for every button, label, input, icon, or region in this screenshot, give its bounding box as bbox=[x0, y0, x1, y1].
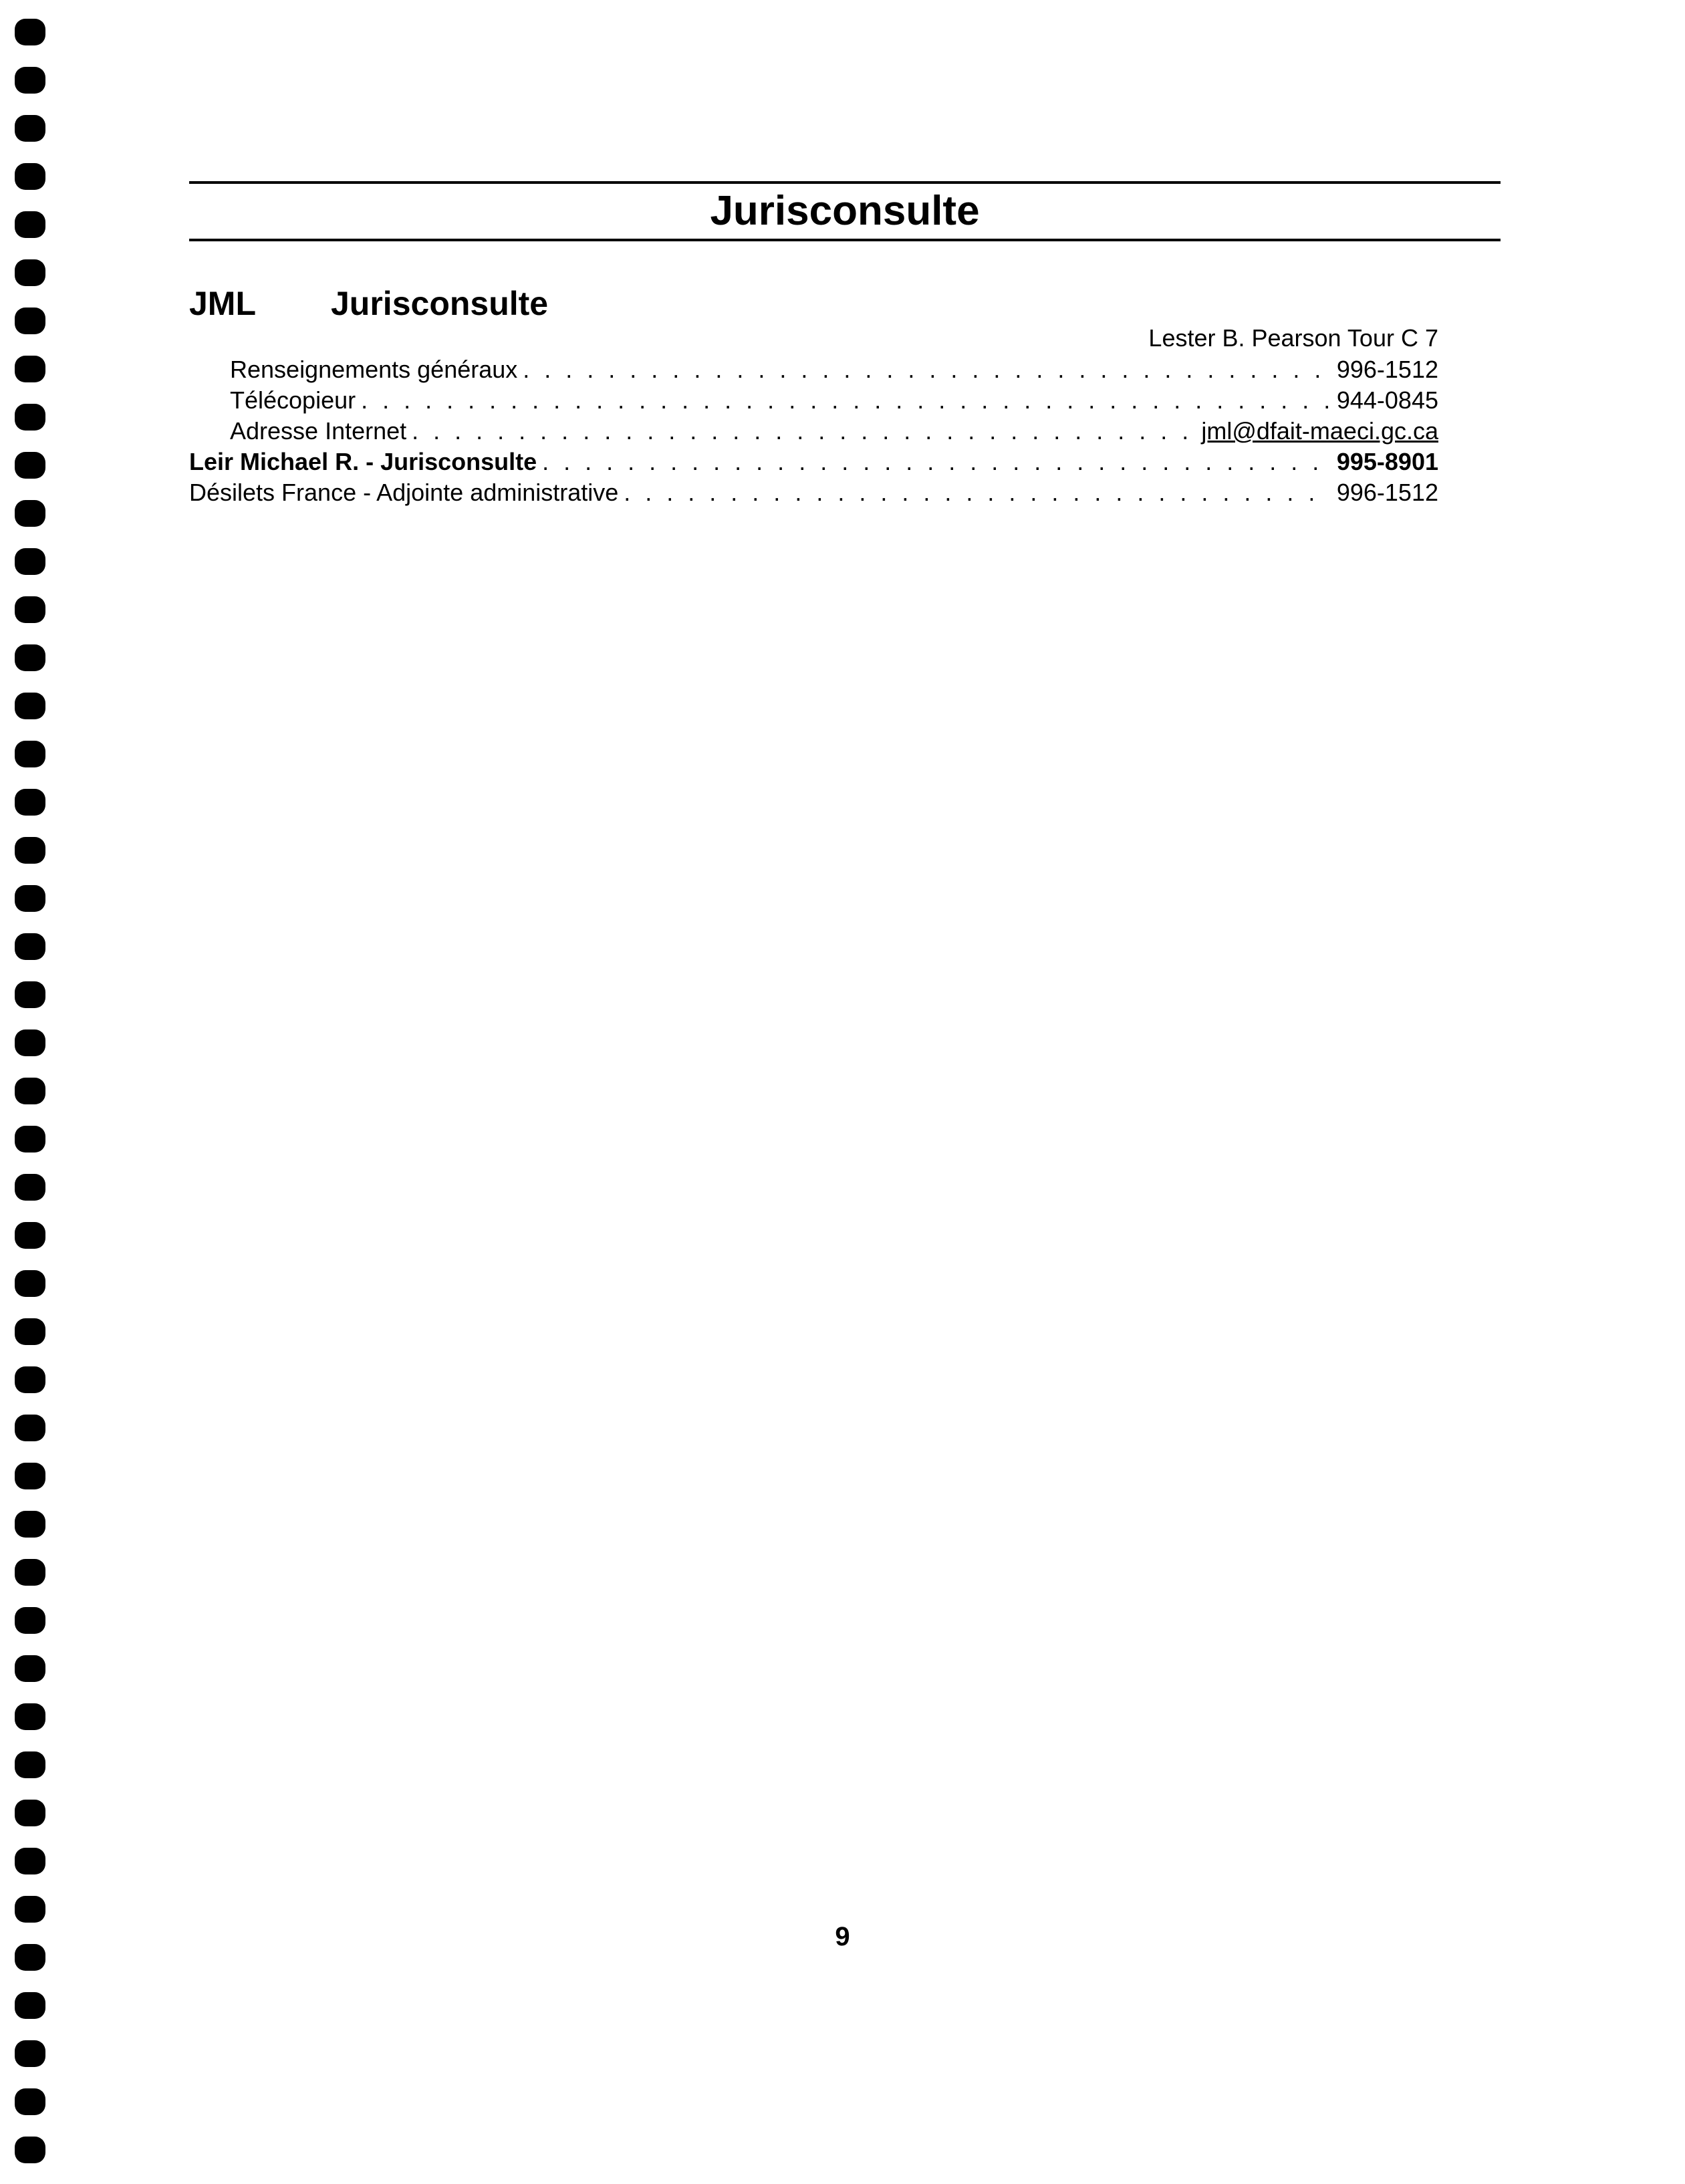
binding-hole bbox=[15, 19, 45, 45]
directory-list bbox=[189, 354, 1438, 508]
binding-hole bbox=[15, 1366, 45, 1393]
binding-hole bbox=[15, 1270, 45, 1297]
dot-leader bbox=[624, 477, 1331, 508]
binding-hole bbox=[15, 500, 45, 527]
binding-hole bbox=[15, 1896, 45, 1923]
title-rule-top bbox=[189, 181, 1501, 184]
binding-hole bbox=[15, 404, 45, 431]
binding-hole bbox=[15, 115, 45, 142]
entry-label: Leir Michael R. - Jurisconsulte bbox=[189, 448, 537, 475]
binding-hole bbox=[15, 1222, 45, 1249]
title-rule-bottom bbox=[189, 239, 1501, 241]
binding-hole bbox=[15, 259, 45, 286]
directory-entry bbox=[189, 385, 1438, 416]
binding-hole bbox=[15, 837, 45, 864]
directory-entry bbox=[189, 477, 1438, 508]
page-number: 9 bbox=[835, 1922, 850, 1951]
binding-hole bbox=[15, 1415, 45, 1441]
binding-hole bbox=[15, 1992, 45, 2019]
binding-hole bbox=[15, 1800, 45, 1826]
entry-email-link[interactable]: jml@dfait-maeci.gc.ca bbox=[1201, 417, 1438, 445]
binding-holes bbox=[0, 0, 60, 2184]
entry-phone: 995-8901 bbox=[1336, 448, 1438, 475]
section-name: Jurisconsulte bbox=[331, 285, 549, 322]
entry-label: Adresse Internet bbox=[230, 417, 407, 445]
binding-hole bbox=[15, 2088, 45, 2115]
binding-hole bbox=[15, 644, 45, 671]
binding-hole bbox=[15, 741, 45, 767]
binding-hole bbox=[15, 1463, 45, 1489]
binding-hole bbox=[15, 2137, 45, 2163]
binding-hole bbox=[15, 211, 45, 238]
binding-hole bbox=[15, 1559, 45, 1586]
binding-hole bbox=[15, 1126, 45, 1152]
entry-label: Désilets France - Adjointe administrative bbox=[189, 479, 619, 506]
dot-leader bbox=[361, 385, 1331, 416]
binding-hole bbox=[15, 596, 45, 623]
binding-hole bbox=[15, 885, 45, 912]
binding-hole bbox=[15, 1029, 45, 1056]
entry-phone: 996-1512 bbox=[1336, 356, 1438, 383]
binding-hole bbox=[15, 1607, 45, 1634]
directory-entry bbox=[189, 354, 1438, 385]
section-code: JML bbox=[189, 285, 256, 322]
binding-hole bbox=[15, 1703, 45, 1730]
entry-fax: 944-0845 bbox=[1336, 386, 1438, 414]
page-title: Jurisconsulte bbox=[710, 188, 980, 234]
binding-hole bbox=[15, 1174, 45, 1201]
binding-hole bbox=[15, 1655, 45, 1682]
dot-leader bbox=[412, 416, 1196, 447]
binding-hole bbox=[15, 548, 45, 575]
binding-hole bbox=[15, 1078, 45, 1104]
binding-hole bbox=[15, 789, 45, 816]
entry-label: Télécopieur bbox=[230, 386, 356, 414]
entry-label: Renseignements généraux bbox=[230, 356, 518, 383]
section-location: Lester B. Pearson Tour C 7 bbox=[1148, 324, 1438, 352]
binding-hole bbox=[15, 1751, 45, 1778]
binding-hole bbox=[15, 356, 45, 382]
binding-hole bbox=[15, 1511, 45, 1538]
binding-hole bbox=[15, 452, 45, 479]
binding-hole bbox=[15, 981, 45, 1008]
dot-leader bbox=[523, 354, 1331, 385]
binding-hole bbox=[15, 2040, 45, 2067]
binding-hole bbox=[15, 693, 45, 719]
binding-hole bbox=[15, 933, 45, 960]
dot-leader bbox=[542, 447, 1331, 477]
binding-hole bbox=[15, 1848, 45, 1874]
binding-hole bbox=[15, 67, 45, 94]
binding-hole bbox=[15, 163, 45, 190]
directory-entry bbox=[189, 416, 1438, 447]
entry-phone: 996-1512 bbox=[1336, 479, 1438, 506]
binding-hole bbox=[15, 308, 45, 334]
binding-hole bbox=[15, 1318, 45, 1345]
section-heading bbox=[189, 283, 548, 324]
directory-entry bbox=[189, 447, 1438, 477]
